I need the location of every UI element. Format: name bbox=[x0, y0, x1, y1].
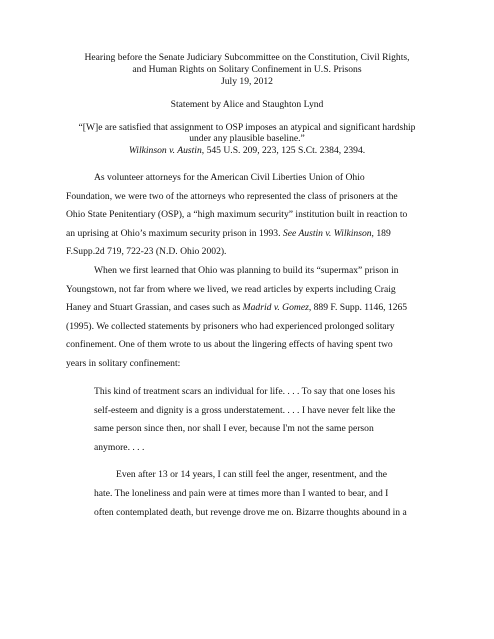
paragraph-2-line bbox=[66, 299, 436, 318]
paragraph-1-line: F.Supp.2d 719, 722-23 (N.D. Ohio 2002). bbox=[66, 246, 227, 258]
hearing-date: July 19, 2012 bbox=[221, 76, 273, 87]
paragraph-1-line bbox=[66, 169, 436, 188]
block-quote-line: often contemplated death, but revenge drove me on. Bizarre thoughts abound in a bbox=[94, 506, 407, 518]
block-quote-line: same person since then, nor shall I ever, because I'm not the same person bbox=[94, 423, 374, 435]
hearing-title-line-1: Hearing before the Senate Judiciary Subcommittee on the Constitution, Civil Rights, bbox=[84, 52, 410, 63]
paragraph-2-line bbox=[66, 262, 436, 281]
paragraph-1-line bbox=[66, 225, 436, 244]
epigraph-line-1: “[W]e are satisfied that assignment to OSP imposes an atypical and significant hardship bbox=[78, 122, 416, 133]
hearing-title-line-2: and Human Rights on Solitary Confinement in U.S. Prisons bbox=[132, 64, 362, 75]
paragraph-2-line: years in solitary confinement: bbox=[66, 357, 181, 369]
epigraph-case-name: Wilkinson v. Austin bbox=[128, 145, 202, 156]
paragraph-1-line: Ohio State Penitentiary (OSP), a “high maximum security” institution built in reaction to bbox=[66, 209, 408, 221]
block-quote-line bbox=[94, 466, 442, 485]
paragraph-1 bbox=[66, 169, 436, 262]
block-quote-line: This kind of treatment scars an individual for life. . . . To say that one loses his bbox=[94, 386, 396, 397]
paragraph-2-text: , 889 F. Supp. 1146, 1265 bbox=[308, 302, 408, 314]
paragraph-1-line: Foundation, we were two of the attorneys who represented the class of prisoners at the bbox=[66, 190, 398, 202]
epigraph-citation bbox=[0, 145, 494, 157]
epigraph-line-2: under any plausible baseline.” bbox=[189, 133, 305, 144]
block-quote-text: Even after 13 or 14 years, I can still feel the anger, resentment, and the bbox=[116, 469, 388, 481]
block-quote bbox=[94, 383, 442, 522]
statement-byline: Statement by Alice and Staughton Lynd bbox=[170, 99, 324, 110]
block-quote-gap bbox=[94, 457, 442, 466]
paragraph-2-text: When we first learned that Ohio was planning to build its “supermax” prison in bbox=[94, 265, 399, 276]
block-quote-line: self-esteem and dignity is a gross understatement. . . . I have never felt like the bbox=[94, 404, 396, 416]
case-citation: Madrid v. Gomez bbox=[242, 302, 309, 314]
paragraph-2-line: Youngstown, not far from where we lived, we read articles by experts including Craig bbox=[66, 283, 396, 295]
epigraph-citation-text: , 545 U.S. 209, 223, 125 S.Ct. 2384, 2394. bbox=[201, 145, 366, 156]
paragraph-2-line: confinement. One of them wrote to us about the lingering effects of having spent two bbox=[66, 339, 393, 351]
paragraph-2-line: (1995). We collected statements by prisoners who had experienced prolonged solitary bbox=[66, 320, 395, 332]
paragraph-1-text: , 189 bbox=[371, 227, 391, 239]
block-quote-line: hate. The loneliness and pain were at times more than I wanted to bear, and I bbox=[94, 487, 389, 499]
paragraph-2-text: Haney and Stuart Grassian, and cases such as bbox=[66, 302, 243, 314]
paragraph-1-text: As volunteer attorneys for the American Civil Liberties Union of Ohio bbox=[94, 172, 365, 183]
paragraph-2 bbox=[66, 262, 436, 374]
case-citation: See Austin v. Wilkinson bbox=[282, 227, 372, 239]
block-quote-line: anymore. . . . bbox=[94, 441, 145, 453]
paragraph-1-text: an uprising at Ohio’s maximum security prison in 1993. bbox=[66, 227, 283, 239]
